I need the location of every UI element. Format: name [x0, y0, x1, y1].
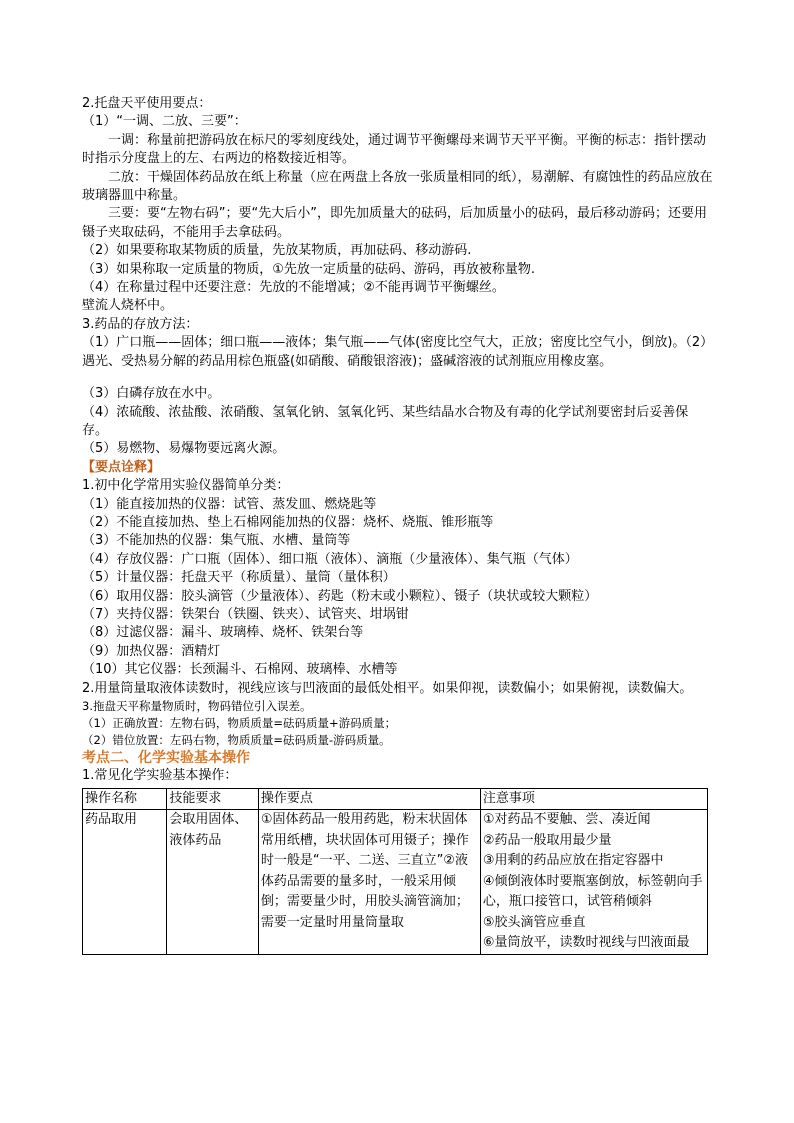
instrument-item: （4）存放仪器：广口瓶（固体）、细口瓶（液体）、滴瓶（少量液体）、集气瓶（气体） — [82, 551, 578, 567]
note-line: ⑥量筒放平，读数时视线与凹液面最 — [482, 935, 690, 951]
instrument-item: （8）过滤仪器：漏斗、玻璃棒、烧杯、铁架台等 — [82, 625, 364, 641]
instrument-item: （1）能直接加热的仪器：试管、蒸发皿、燃烧匙等 — [82, 496, 377, 512]
table-header-cell: 操作要点 — [258, 788, 480, 810]
table-header-cell: 技能要求 — [167, 788, 258, 810]
instrument-item: （5）计量仪器：托盘天平（称质量）、量筒（量体积） — [82, 570, 396, 586]
table-cell-notes — [480, 810, 707, 955]
table-caption: 1.常见化学实验基本操作： — [82, 768, 238, 784]
table-row — [83, 810, 708, 955]
key-point-tag: 【要点诠释】 — [82, 459, 161, 475]
note-line: ①对药品不要触、尝、凑近闻 — [482, 812, 651, 828]
table-cell-points: ①固体药品一般用药匙，粉末状固体常用纸槽，块状固体可用镊子；操作时一般是“一平、二送、三直立”②液体药品需要的量多时，一般采用倾倒；需要量少时，用胶头滴管滴加；需要一定量时用量筒量取 — [258, 810, 480, 955]
table-header-cell: 操作名称 — [83, 788, 167, 810]
instrument-item: （6）取用仪器：胶头滴管（少量液体）、药匙（粉末或小颗粒）、镊子（块状或较大颗粒） — [82, 588, 598, 604]
balance-error-item: （1）正确放置：左物右码，物质质量=砝码质量+游码质量； — [82, 716, 397, 730]
cylinder-reading-note: 2.用量筒量取液体读数时，视线应该与凹液面的最低处相平。如果仰视，读数偏小；如果俯视，读数偏大。 — [82, 680, 693, 696]
section-3-item: （4）浓硫酸、浓盐酸、浓硝酸、氢氧化钠、氢氧化钙、某些结晶水合物及有毒的化学试剂要密封后妥善保存。 — [82, 404, 689, 438]
note-line: ⑤胶头滴管应垂直 — [482, 914, 586, 930]
table-header-row — [83, 788, 708, 810]
instrument-item: （10）其它仪器：长颈漏斗、石棉网、玻璃棒、水槽等 — [82, 662, 398, 678]
table-header-cell: 注意事项 — [480, 788, 707, 810]
section-2-item: 一调：称量前把游码放在标尺的零刻度线处，通过调节平衡螺母来调节天平平衡。平衡的标志：指针摆动时指示分度盘上的左、右两边的格数接近相等。 — [82, 132, 707, 167]
instrument-item: （9）加热仪器：酒精灯 — [82, 643, 221, 659]
instrument-title: 1.初中化学常用实验仪器简单分类： — [82, 478, 290, 494]
section-2-item: 壁流人烧杯中。 — [82, 298, 174, 314]
note-line: ③用剩的药品应放在指定容器中 — [482, 853, 664, 869]
section-3-item: （1）广口瓶——固体；细口瓶——液体；集气瓶——气体(密度比空气大，正放；密度比空气小，倒放)。（2）遇光、受热易分解的药品用棕色瓶盛(如硝酸、硝酸银溶液)；盛碱溶液的试剂瓶应用橡皮塞。 — [82, 335, 714, 369]
section-2-item: （3）如果称取一定质量的物质，①先放一定质量的砝码、游码，再放被称量物. — [82, 261, 536, 277]
balance-error-item: （2）错位放置：左码右物，物质质量=砝码质量-游码质量。 — [82, 733, 391, 747]
balance-error-title: 3.拖盘天平称量物质时，物码错位引入误差。 — [82, 699, 312, 713]
document-page — [82, 95, 714, 955]
instrument-item: （2）不能直接加热、垫上石棉网能加热的仪器：烧杯、烧瓶、锥形瓶等 — [82, 514, 494, 530]
section-3-item: （5）易燃物、易爆物要远离火源。 — [82, 441, 286, 457]
instrument-item: （7）夹持仪器：铁架台（铁圈、铁夹）、试管夹、坩埚钳 — [82, 606, 409, 622]
instrument-item: （3）不能加热的仪器：集气瓶、水槽、量筒等 — [82, 533, 351, 549]
section-3-item: （3）白磷存放在水中。 — [82, 386, 221, 402]
section-heading: 考点二、化学实验基本操作 — [82, 750, 250, 766]
section-2-item: （4）在称量过程中还要注意：先放的不能增减；②不能再调节平衡螺丝。 — [82, 280, 505, 296]
table-cell-name: 药品取用 — [83, 810, 167, 955]
section-3-title: 3.药品的存放方法： — [82, 316, 199, 332]
operations-table — [82, 788, 708, 955]
table-cell-skill: 会取用固体、液体药品 — [167, 810, 258, 955]
section-2-item: （2）如果要称取某物质的质量，先放某物质，再加砝码、移动游码. — [82, 243, 472, 259]
note-line: ④倾倒液体时要瓶塞倒放，标签朝向手心，瓶口接管口，试管稍倾斜 — [482, 873, 703, 910]
section-2-title: 2.托盘天平使用要点： — [82, 96, 212, 111]
section-2-item: 三要：要“左物右码”；要“先大后小”，即先加质量大的砝码，后加质量小的砝码，最后移动游码；还要用镊子夹取砝码，不能用手去拿砝码。 — [82, 206, 707, 240]
note-line: ②药品一般取用最少量 — [482, 832, 612, 848]
section-2-item: 二放：干燥固体药品放在纸上称量（应在两盘上各放一张质量相同的纸），易潮解、有腐蚀性的药品应放在玻璃器皿中称量。 — [82, 169, 713, 204]
section-2-item: （1）“一调、二放、三要”： — [82, 114, 247, 130]
